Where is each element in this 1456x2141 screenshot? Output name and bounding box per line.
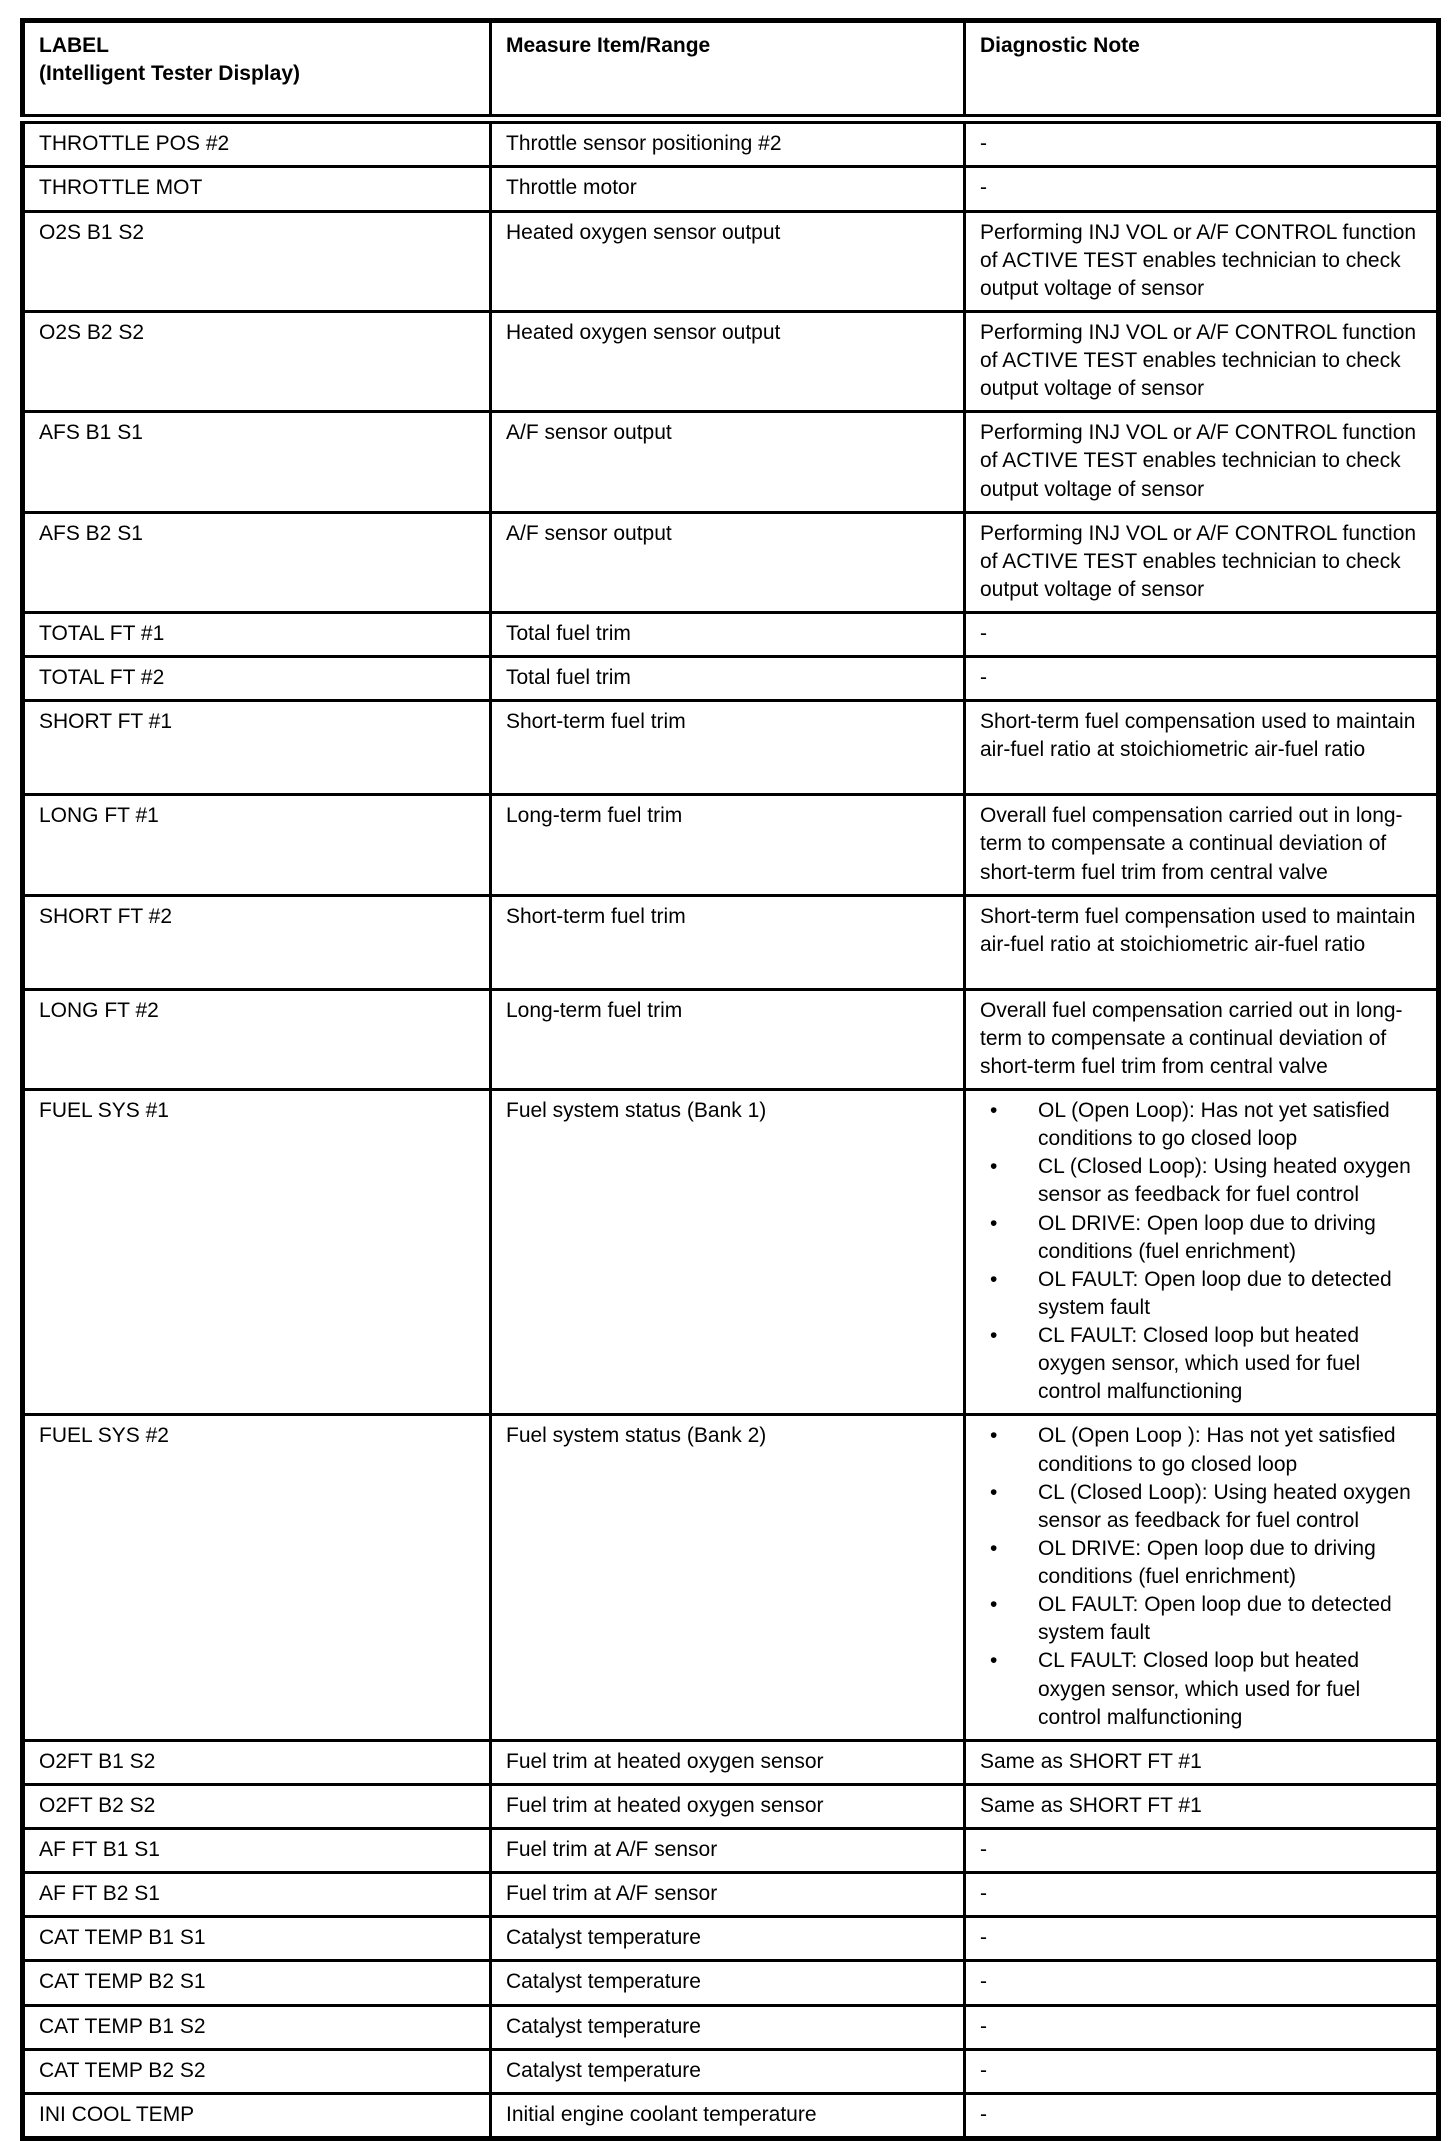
measure-cell: Throttle motor	[491, 167, 965, 211]
note-cell: Same as SHORT FT #1	[965, 1784, 1439, 1828]
measure-cell: Short-term fuel trim	[491, 701, 965, 795]
table-row	[23, 1740, 1439, 1784]
header-measure-text: Measure Item/Range	[506, 34, 711, 57]
table-row	[23, 701, 1439, 795]
table-row	[23, 119, 1439, 167]
label-cell: THROTTLE MOT	[23, 167, 491, 211]
label-cell: TOTAL FT #2	[23, 657, 491, 701]
table-row	[23, 2049, 1439, 2093]
note-bullet-list	[980, 1422, 1422, 1731]
label-cell: AF FT B1 S1	[23, 1829, 491, 1873]
label-cell: CAT TEMP B1 S1	[23, 1917, 491, 1961]
table-row	[23, 512, 1439, 612]
column-header-note	[965, 21, 1439, 120]
column-header-label	[23, 21, 491, 120]
header-row	[23, 21, 1439, 120]
note-cell	[965, 1090, 1439, 1415]
note-cell: -	[965, 1961, 1439, 2005]
label-cell: SHORT FT #2	[23, 895, 491, 989]
table-row	[23, 1917, 1439, 1961]
note-bullet: • OL FAULT: Open loop due to detected system fault	[980, 1591, 1422, 1647]
label-cell: THROTTLE POS #2	[23, 119, 491, 167]
measure-cell: Heated oxygen sensor output	[491, 211, 965, 311]
note-cell: -	[965, 1829, 1439, 1873]
label-cell: CAT TEMP B2 S1	[23, 1961, 491, 2005]
header-note-text: Diagnostic Note	[980, 34, 1140, 57]
table-row	[23, 311, 1439, 411]
note-bullet: • OL (Open Loop): Has not yet satisfied conditions to go closed loop	[980, 1097, 1422, 1153]
measure-cell: Long-term fuel trim	[491, 989, 965, 1089]
note-bullet: • OL DRIVE: Open loop due to driving conditions (fuel enrichment)	[980, 1535, 1422, 1591]
label-cell: LONG FT #1	[23, 795, 491, 895]
label-cell: FUEL SYS #1	[23, 1090, 491, 1415]
table-row	[23, 1961, 1439, 2005]
note-cell: -	[965, 2005, 1439, 2049]
note-cell: Short-term fuel compensation used to maintain air-fuel ratio at stoichiometric air-fuel ratio	[965, 701, 1439, 795]
note-cell: -	[965, 2049, 1439, 2093]
note-cell: -	[965, 613, 1439, 657]
note-cell: Same as SHORT FT #1	[965, 1740, 1439, 1784]
note-cell: Overall fuel compensation carried out in long-term to compensate a continual deviation of short-term fuel trim from central valve	[965, 989, 1439, 1089]
table-row	[23, 1829, 1439, 1873]
label-cell: O2S B1 S2	[23, 211, 491, 311]
measure-cell: Total fuel trim	[491, 613, 965, 657]
table-row	[23, 412, 1439, 512]
measure-cell: Catalyst temperature	[491, 1917, 965, 1961]
header-label-line2: (Intelligent Tester Display)	[39, 62, 300, 86]
note-cell: -	[965, 1917, 1439, 1961]
note-cell: -	[965, 167, 1439, 211]
note-cell: -	[965, 1873, 1439, 1917]
note-cell: Short-term fuel compensation used to maintain air-fuel ratio at stoichiometric air-fuel ratio	[965, 895, 1439, 989]
measure-cell: Fuel trim at heated oxygen sensor	[491, 1740, 965, 1784]
table-row	[23, 1090, 1439, 1415]
note-bullet: • CL (Closed Loop): Using heated oxygen sensor as feedback for fuel control	[980, 1479, 1422, 1535]
measure-cell: Initial engine coolant temperature	[491, 2093, 965, 2138]
measure-cell: Short-term fuel trim	[491, 895, 965, 989]
measure-cell: A/F sensor output	[491, 512, 965, 612]
label-cell: CAT TEMP B1 S2	[23, 2005, 491, 2049]
header-label-line1: LABEL	[39, 34, 109, 57]
column-header-measure	[491, 21, 965, 120]
measure-cell: Fuel system status (Bank 2)	[491, 1415, 965, 1740]
label-cell: SHORT FT #1	[23, 701, 491, 795]
note-bullet: • CL FAULT: Closed loop but heated oxygen sensor, which used for fuel control malfunctioning	[980, 1647, 1422, 1731]
measure-cell: Catalyst temperature	[491, 2049, 965, 2093]
measure-cell: Catalyst temperature	[491, 1961, 965, 2005]
note-cell: Performing INJ VOL or A/F CONTROL function of ACTIVE TEST enables technician to check output voltage of sensor	[965, 412, 1439, 512]
note-cell: Performing INJ VOL or A/F CONTROL function of ACTIVE TEST enables technician to check output voltage of sensor	[965, 311, 1439, 411]
table-row	[23, 2005, 1439, 2049]
label-cell: AFS B2 S1	[23, 512, 491, 612]
diagnostic-data-table	[20, 18, 1441, 2141]
note-bullet: • CL (Closed Loop): Using heated oxygen sensor as feedback for fuel control	[980, 1153, 1422, 1209]
table-row	[23, 895, 1439, 989]
label-cell: O2S B2 S2	[23, 311, 491, 411]
note-cell: -	[965, 119, 1439, 167]
note-bullet-list	[980, 1097, 1422, 1406]
table-row	[23, 1415, 1439, 1740]
measure-cell: Fuel trim at heated oxygen sensor	[491, 1784, 965, 1828]
measure-cell: Fuel trim at A/F sensor	[491, 1873, 965, 1917]
table-row	[23, 989, 1439, 1089]
label-cell: O2FT B2 S2	[23, 1784, 491, 1828]
measure-cell: Fuel trim at A/F sensor	[491, 1829, 965, 1873]
measure-cell: Long-term fuel trim	[491, 795, 965, 895]
note-cell: -	[965, 2093, 1439, 2138]
note-cell	[965, 1415, 1439, 1740]
note-cell: Performing INJ VOL or A/F CONTROL function of ACTIVE TEST enables technician to check output voltage of sensor	[965, 211, 1439, 311]
table-row	[23, 657, 1439, 701]
label-cell: AFS B1 S1	[23, 412, 491, 512]
note-cell: -	[965, 657, 1439, 701]
label-cell: LONG FT #2	[23, 989, 491, 1089]
measure-cell: A/F sensor output	[491, 412, 965, 512]
note-bullet: • OL (Open Loop ): Has not yet satisfied conditions to go closed loop	[980, 1422, 1422, 1478]
measure-cell: Catalyst temperature	[491, 2005, 965, 2049]
note-bullet: • OL FAULT: Open loop due to detected system fault	[980, 1266, 1422, 1322]
label-cell: O2FT B1 S2	[23, 1740, 491, 1784]
label-cell: AF FT B2 S1	[23, 1873, 491, 1917]
note-cell: Overall fuel compensation carried out in long-term to compensate a continual deviation of short-term fuel trim from central valve	[965, 795, 1439, 895]
measure-cell: Total fuel trim	[491, 657, 965, 701]
table-row	[23, 1784, 1439, 1828]
note-bullet: • CL FAULT: Closed loop but heated oxygen sensor, which used for fuel control malfunctioning	[980, 1322, 1422, 1406]
table-row	[23, 1873, 1439, 1917]
table-row	[23, 211, 1439, 311]
table-row	[23, 613, 1439, 657]
label-cell: CAT TEMP B2 S2	[23, 2049, 491, 2093]
measure-cell: Fuel system status (Bank 1)	[491, 1090, 965, 1415]
label-cell: TOTAL FT #1	[23, 613, 491, 657]
note-cell: Performing INJ VOL or A/F CONTROL function of ACTIVE TEST enables technician to check output voltage of sensor	[965, 512, 1439, 612]
table-row	[23, 167, 1439, 211]
measure-cell: Throttle sensor positioning #2	[491, 119, 965, 167]
table-row	[23, 795, 1439, 895]
measure-cell: Heated oxygen sensor output	[491, 311, 965, 411]
label-cell: FUEL SYS #2	[23, 1415, 491, 1740]
note-bullet: • OL DRIVE: Open loop due to driving conditions (fuel enrichment)	[980, 1210, 1422, 1266]
table-row	[23, 2093, 1439, 2138]
label-cell: INI COOL TEMP	[23, 2093, 491, 2138]
